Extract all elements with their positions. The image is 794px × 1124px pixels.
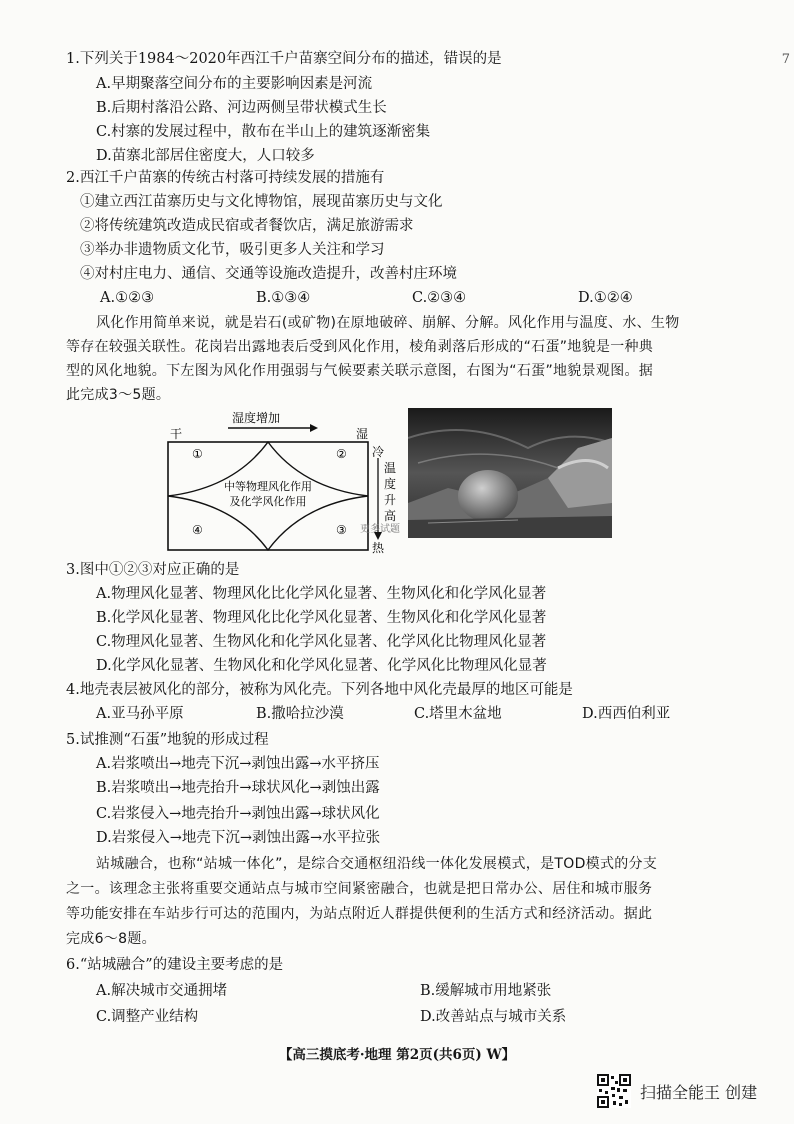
q3-option-b: B.化学风化显著、物理风化比化学风化显著、生物风化和化学风化显著 bbox=[96, 610, 547, 626]
q6-option-b: B.缓解城市用地紧张 bbox=[420, 983, 552, 999]
q2-option-a: A.①②③ bbox=[100, 290, 155, 306]
q4-option-b: B.撒哈拉沙漠 bbox=[256, 706, 344, 722]
q4-stem: 4.地壳表层被风化的部分，被称为风化壳。下列各地中风化壳最厚的地区可能是 bbox=[66, 682, 573, 698]
qr-code-icon bbox=[597, 1074, 631, 1108]
q2-item-1: ①建立西江苗寨历史与文化博物馆，展现苗寨历史与文化 bbox=[80, 194, 443, 210]
q2-item-4: ④对村庄电力、通信、交通等设施改造提升，改善村庄环境 bbox=[80, 266, 457, 282]
q6-option-a: A.解决城市交通拥堵 bbox=[96, 983, 228, 999]
q4-option-a: A.亚马孙平原 bbox=[96, 706, 184, 722]
side-label-3: 升 bbox=[384, 493, 397, 507]
stone-egg-boulder bbox=[458, 470, 518, 522]
passage1-line-2: 等存在较强关联性。花岗岩出露地表后受到风化作用，棱角剥落后形成的“石蛋”地貌是一种典 bbox=[66, 339, 654, 355]
q5-option-b: B.岩浆喷出→地壳抬升→球状风化→剥蚀出露 bbox=[96, 780, 380, 796]
q3-option-a: A.物理风化显著、物理风化比化学风化显著、生物风化和化学风化显著 bbox=[96, 586, 547, 602]
quadrant-4: ④ bbox=[192, 523, 203, 537]
wet-label: 湿 bbox=[356, 427, 369, 441]
q5-option-c: C.岩浆侵入→地壳抬升→剥蚀出露→球状风化 bbox=[96, 806, 380, 822]
passage2-line-4: 完成6～8题。 bbox=[66, 931, 156, 947]
side-label-1: 温 bbox=[384, 461, 397, 475]
humidity-arrowhead bbox=[310, 424, 318, 432]
q2-option-b: B.①③④ bbox=[256, 290, 311, 306]
watermark: 更多试题 bbox=[360, 524, 400, 535]
q1-option-a: A.早期聚落空间分布的主要影响因素是河流 bbox=[96, 76, 373, 92]
scanner-watermark: 扫描全能王 创建 bbox=[640, 1083, 758, 1102]
q6-option-d: D.改善站点与城市关系 bbox=[420, 1009, 567, 1025]
dry-label: 干 bbox=[170, 427, 183, 441]
q3-option-c: C.物理风化显著、生物风化和化学风化显著、化学风化比物理风化显著 bbox=[96, 634, 547, 650]
page-footer bbox=[0, 1043, 794, 1063]
quadrant-2: ② bbox=[336, 447, 347, 461]
weathering-diagram bbox=[160, 408, 400, 556]
passage2-line-2: 之一。该理念主张将重要交通站点与城市空间紧密融合，也就是把日常办公、居住和城市服务 bbox=[66, 881, 653, 897]
q4-option-c: C.塔里木盆地 bbox=[414, 706, 502, 722]
q3-stem: 3.图中①②③对应正确的是 bbox=[66, 562, 240, 578]
q2-stem: 2.西江千户苗寨的传统古村落可持续发展的措施有 bbox=[66, 170, 385, 186]
stone-egg-photo bbox=[408, 408, 612, 538]
q2-item-3: ③举办非遗物质文化节，吸引更多人关注和学习 bbox=[80, 242, 385, 258]
q1-option-c: C.村寨的发展过程中，散布在半山上的建筑逐渐密集 bbox=[96, 124, 431, 140]
q1-option-d: D.苗寨北部居住密度大，人口较多 bbox=[96, 148, 315, 164]
passage1-line-3: 型的风化地貌。下左图为风化作用强弱与气候要素关联示意图，右图为“石蛋”地貌景观图。据 bbox=[66, 363, 654, 379]
q5-stem: 5.试推测“石蛋”地貌的形成过程 bbox=[66, 732, 269, 748]
center-label-1: 中等物理风化作用 bbox=[224, 480, 312, 493]
q1-stem: 1.下列关于1984～2020年西江千户苗寨空间分布的描述，错误的是 bbox=[66, 51, 502, 67]
humidity-label: 湿度增加 bbox=[232, 411, 281, 425]
q5-option-d: D.岩浆侵入→地壳下沉→剥蚀出露→水平拉张 bbox=[96, 830, 381, 846]
q5-option-a: A.岩浆喷出→地壳下沉→剥蚀出露→水平挤压 bbox=[96, 756, 380, 772]
footer-text: 【高三摸底考·地理 第2页(共6页) W】 bbox=[275, 1047, 519, 1063]
q6-stem: 6.“站城融合”的建设主要考虑的是 bbox=[66, 957, 284, 973]
q4-option-d: D.西西伯利亚 bbox=[582, 706, 671, 722]
passage2-line-1: 站城融合，也称“站城一体化”，是综合交通枢纽沿线一体化发展模式，是TOD模式的分支 bbox=[96, 856, 658, 872]
cold-label: 冷 bbox=[372, 445, 385, 459]
passage2-line-3: 等功能安排在车站步行可达的范围内，为站点附近人群提供便利的生活方式和经济活动。据此 bbox=[66, 906, 653, 922]
hot-label: 热 bbox=[372, 541, 385, 555]
q2-option-d: D.①②④ bbox=[578, 290, 633, 306]
passage1-line-1: 风化作用简单来说，就是岩石(或矿物)在原地破碎、崩解、分解。风化作用与温度、水、生物 bbox=[96, 315, 680, 331]
q2-option-c: C.②③④ bbox=[412, 290, 467, 306]
q6-option-c: C.调整产业结构 bbox=[96, 1009, 199, 1025]
center-label-2: 及化学风化作用 bbox=[229, 495, 307, 508]
passage1-line-4: 此完成3～5题。 bbox=[66, 387, 171, 403]
side-label-4: 高 bbox=[384, 509, 397, 523]
q1-option-b: B.后期村落沿公路、河边两侧呈带状模式生长 bbox=[96, 100, 387, 116]
side-label-2: 度 bbox=[384, 477, 397, 491]
quadrant-3: ③ bbox=[336, 523, 347, 537]
q3-option-d: D.化学风化显著、生物风化和化学风化显著、化学风化比物理风化显著 bbox=[96, 658, 547, 674]
quadrant-1: ① bbox=[192, 447, 203, 461]
q2-item-2: ②将传统建筑改造成民宿或者餐饮店，满足旅游需求 bbox=[80, 218, 414, 234]
page-number: 7 bbox=[781, 52, 790, 67]
